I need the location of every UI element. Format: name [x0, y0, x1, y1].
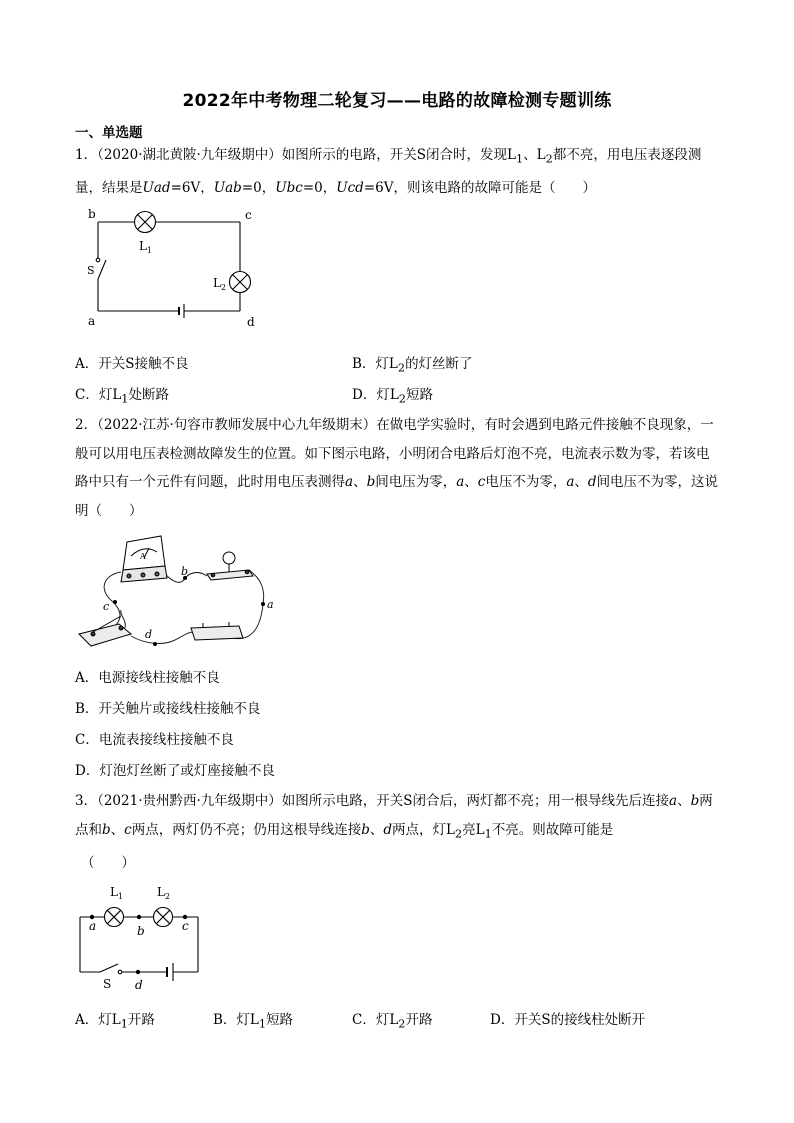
lamp-l2-icon: [230, 272, 251, 293]
question-3-text: 3．（2021·贵州黔西·九年级期中）如图所示电路，开关S闭合后，两灯都不亮；用一根导线先后连接a、b两点和b、c两点，两灯仍不亮；仍用这根导线连接b、d两点，灯$L_2$亮$L_1$不亮。则故障可能是 （ ）: [75, 793, 713, 871]
point-label-c: c: [245, 208, 252, 222]
q2-option-d[interactable]: D．灯泡灯丝断了或灯座接触不良: [75, 763, 275, 779]
q2-option-c[interactable]: C．电流表接线柱接触不良: [75, 732, 234, 748]
question-number: 1．: [75, 147, 98, 163]
q1-option-b[interactable]: B．灯$L_2$的灯丝断了: [352, 356, 473, 375]
point-label-c: c: [103, 600, 110, 613]
question-source: （2022·江苏·句容市教师发展中心九年级期末）: [97, 417, 377, 433]
point-d-dot: [136, 970, 140, 974]
point-label-b: b: [181, 565, 189, 578]
point-label-a: a: [267, 598, 274, 611]
switch-label: S: [87, 264, 95, 277]
point-label-d: d: [145, 628, 153, 641]
q3-option-c[interactable]: C．灯$L_2$开路: [352, 1012, 433, 1031]
question-1-circuit-diagram: [82, 204, 272, 330]
question-3-circuit-diagram: [76, 880, 206, 992]
q3-option-a[interactable]: A．灯$L_1$开路: [75, 1012, 155, 1031]
point-label-c: c: [182, 919, 189, 933]
page-title: 2022年中考物理二轮复习——电路的故障检测专题训练: [182, 91, 612, 111]
question-source: （2020·湖北黄陂·九年级期中）: [97, 147, 282, 163]
battery-icon: [179, 304, 184, 318]
point-label-d: d: [247, 315, 255, 329]
section-heading: 一、单选题: [75, 125, 143, 141]
ammeter-label: A: [140, 552, 146, 561]
point-b-dot: [137, 915, 141, 919]
point-label-a: a: [89, 919, 97, 933]
q2-option-a[interactable]: A．电源接线柱接触不良: [75, 670, 220, 686]
lamp-icon: [207, 552, 253, 580]
lamp-l1-icon: [105, 908, 124, 927]
battery-icon: [167, 963, 173, 981]
q2-option-b[interactable]: B．开关触片或接线柱接触不良: [75, 701, 261, 717]
q3-option-d[interactable]: D．开关S的接线柱处断开: [490, 1012, 646, 1028]
point-d-dot: [153, 642, 157, 646]
q1-option-a[interactable]: A．开关S接触不良: [75, 356, 189, 372]
point-c-dot: [113, 600, 117, 604]
lamp-l2-label: $L_2$: [157, 885, 171, 901]
point-label-b: b: [88, 207, 96, 221]
lamp-l1-label: $L_1$: [110, 885, 124, 901]
q3-option-b[interactable]: B．灯$L_1$短路: [213, 1012, 294, 1031]
q1-option-d[interactable]: D．灯$L_2$短路: [352, 387, 433, 406]
switch-s-icon: [96, 258, 106, 279]
point-label-b: b: [137, 924, 145, 938]
lamp-l1-icon: [135, 212, 156, 233]
point-label-d: d: [135, 978, 143, 992]
lamp-l2-icon: [154, 908, 173, 927]
switch-label: S: [103, 977, 112, 991]
lamp-l1-label: $L_1$: [139, 239, 153, 255]
question-source: （2021·贵州黔西·九年级期中）: [97, 793, 282, 809]
point-a-dot: [261, 602, 265, 606]
question-2-physical-circuit-image: [73, 530, 283, 658]
point-label-a: a: [88, 314, 96, 328]
lamp-l2-label: $L_2$: [213, 276, 227, 292]
switch-icon: [79, 616, 131, 646]
question-number: 2．: [75, 417, 98, 433]
question-number: 3．: [75, 793, 98, 809]
switch-s-icon: [100, 964, 122, 974]
battery-box-icon: [191, 622, 243, 640]
question-1-text: 1．（2020·湖北黄陂·九年级期中）如图所示的电路，开关S闭合时，发现$L_1$、$L_2$都不亮，用电压表逐段测量，结果是Uad=6V，Uab=0，Ubc=0，Ucd=6V，则该电路的故障可能是（ ）: [75, 147, 702, 197]
q1-option-c[interactable]: C．灯$L_1$处断路: [75, 387, 169, 406]
question-2-text: 2．（2022·江苏·句容市教师发展中心九年级期末）在做电学实验时，有时会遇到电路元件接触不良现象，一般可以用电压表检测故障发生的位置。如下图示电路，小明闭合电路后灯泡不亮，电流表示数为零，若该电路中只有一个元件有问题，此时用电压表测得a、b间电压为零，a、c电压不为零，a、d间电压不为零，这说明（ ）: [75, 417, 719, 519]
